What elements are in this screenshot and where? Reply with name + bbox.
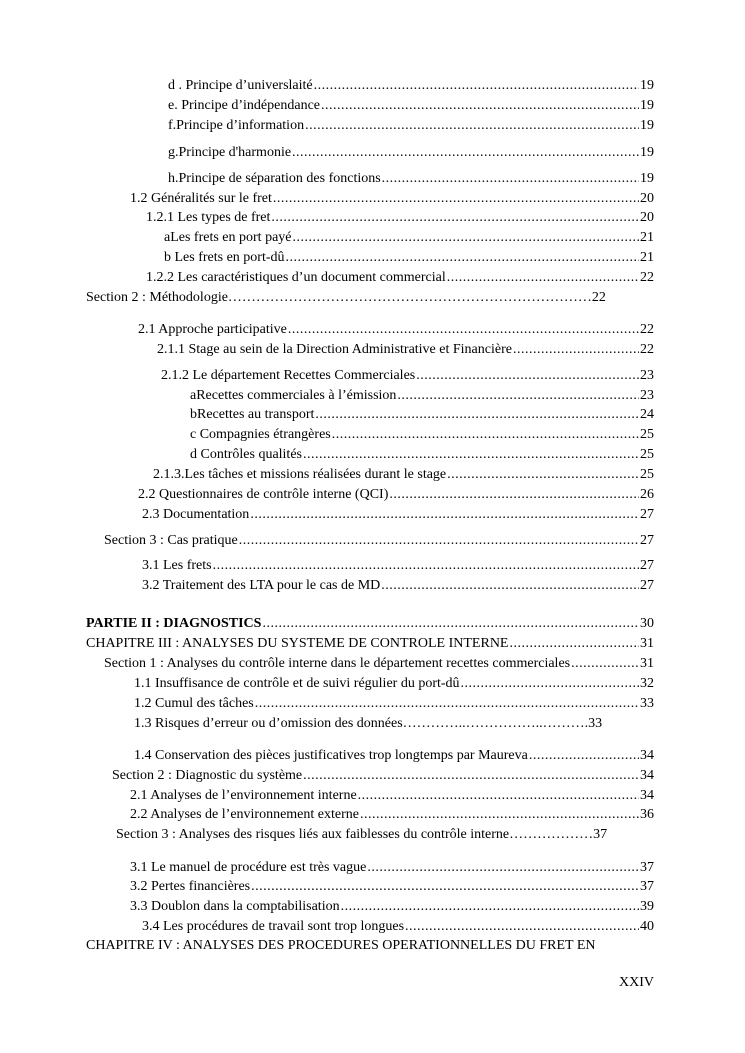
toc-entry xyxy=(142,506,654,524)
toc-entry xyxy=(157,341,654,359)
toc-entry xyxy=(86,635,654,653)
toc-entry xyxy=(190,446,654,464)
toc-label: Section 1 : Analyses du contrôle interne dans le département recettes commerciales xyxy=(104,656,571,671)
toc-entry xyxy=(130,806,654,824)
toc-page: 21 xyxy=(640,250,654,265)
toc-page: 34 xyxy=(640,788,654,803)
toc-leader xyxy=(381,577,639,595)
toc-label: 2.2 Questionnaires de contrôle interne (QCI) xyxy=(138,487,389,502)
toc-label: 3.2 Pertes financières xyxy=(130,879,251,894)
toc-leader xyxy=(367,859,639,877)
toc-label: 3.3 Doublon dans la comptabilisation xyxy=(130,899,340,914)
toc-label: d . Principe d’universlaité xyxy=(168,78,313,93)
toc-page: 22 xyxy=(640,270,654,285)
toc-leader xyxy=(358,787,639,805)
toc-page: 22 xyxy=(640,342,654,357)
toc-entry xyxy=(190,406,654,424)
toc-entry xyxy=(164,249,654,267)
toc-page: 31 xyxy=(640,656,654,671)
toc-page: 21 xyxy=(640,230,654,245)
toc-page: 23 xyxy=(640,388,654,403)
toc-page: 19 xyxy=(640,118,654,133)
toc-entry xyxy=(190,426,654,444)
toc-page: 25 xyxy=(640,427,654,442)
toc-leader xyxy=(273,190,639,208)
toc-label: 1.4 Conservation des pièces justificatives trop longtemps par Maureva xyxy=(134,748,528,763)
toc-label: g.Principe d'harmonie xyxy=(168,145,292,160)
toc-entry xyxy=(153,466,654,484)
toc-page: 19 xyxy=(640,78,654,93)
toc-leader xyxy=(286,249,639,267)
toc-label: 2.1.1 Stage au sein de la Direction Administrative et Financière xyxy=(157,342,512,357)
toc-entry xyxy=(130,190,654,208)
toc-label: Section 2 : Méthodologie……………………………………………………………………22 xyxy=(86,290,606,305)
toc-page: 34 xyxy=(640,748,654,763)
toc-page: 24 xyxy=(640,407,654,422)
toc-leader xyxy=(213,557,639,575)
page-number: XXIV xyxy=(619,975,654,990)
toc-page: 27 xyxy=(640,558,654,573)
toc-leader xyxy=(271,209,639,227)
toc-leader xyxy=(360,806,639,824)
toc-leader xyxy=(305,117,639,135)
toc-entry xyxy=(146,209,654,227)
toc-leader xyxy=(382,170,639,188)
toc-page: 20 xyxy=(640,191,654,206)
toc-label: bRecettes au transport xyxy=(190,407,315,422)
toc-page: 30 xyxy=(640,616,654,631)
toc-page: 37 xyxy=(640,860,654,875)
toc-leader xyxy=(255,695,639,713)
toc-leader xyxy=(461,675,639,693)
toc-leader xyxy=(293,229,640,247)
toc-label: CHAPITRE IV : ANALYSES DES PROCEDURES OPERATIONNELLES DU FRET EN xyxy=(86,938,596,953)
toc-label: Section 3 : Cas pratique xyxy=(104,533,238,548)
toc-entry xyxy=(164,229,654,247)
toc-entry xyxy=(138,321,654,339)
toc-leader xyxy=(405,918,639,936)
toc-leader xyxy=(397,387,639,405)
toc-leader xyxy=(341,898,639,916)
toc-leader xyxy=(288,321,639,339)
toc-page: 19 xyxy=(640,171,654,186)
toc-label: PARTIE II : DIAGNOSTICS xyxy=(86,616,262,631)
toc-page: 31 xyxy=(640,636,654,651)
toc-entry xyxy=(86,937,654,955)
toc-leader xyxy=(529,747,639,765)
toc-page: 26 xyxy=(640,487,654,502)
toc-label: h.Principe de séparation des fonctions xyxy=(168,171,381,186)
toc-label: Section 3 : Analyses des risques liés aux faiblesses du contrôle interne………………37 xyxy=(116,827,608,842)
toc-label: 1.3 Risques d’erreur ou d’omission des données…………..……………..……….33 xyxy=(134,716,603,731)
toc-label: c Compagnies étrangères xyxy=(190,427,331,442)
toc-leader xyxy=(250,506,639,524)
toc-page: 22 xyxy=(640,322,654,337)
toc-label: CHAPITRE III : ANALYSES DU SYSTEME DE CONTROLE INTERNE xyxy=(86,636,509,651)
toc-label: 3.1 Le manuel de procédure est très vague xyxy=(130,860,367,875)
toc-entry xyxy=(86,289,654,307)
toc-entry xyxy=(138,486,654,504)
toc-leader xyxy=(389,486,639,504)
toc-entry xyxy=(130,787,654,805)
toc-entry xyxy=(142,918,654,936)
toc-leader xyxy=(239,532,639,550)
toc-leader xyxy=(447,269,639,287)
toc-entry xyxy=(168,144,654,162)
toc-label: b Les frets en port-dû xyxy=(164,250,285,265)
toc-entry xyxy=(104,655,654,673)
toc-entry xyxy=(134,747,654,765)
toc-label: 2.2 Analyses de l’environnement externe xyxy=(130,807,359,822)
toc-leader xyxy=(332,426,639,444)
toc-label: 3.4 Les procédures de travail sont trop longues xyxy=(142,919,405,934)
toc-page: 19 xyxy=(640,98,654,113)
toc-leader xyxy=(321,97,639,115)
toc-leader xyxy=(314,77,639,95)
toc-leader xyxy=(292,144,639,162)
toc-entry xyxy=(142,557,654,575)
toc-label: 1.2 Généralités sur le fret xyxy=(130,191,272,206)
toc-label: 3.1 Les frets xyxy=(142,558,212,573)
toc-entry xyxy=(134,675,654,693)
toc-leader xyxy=(315,406,639,424)
toc-label: 2.1 Approche participative xyxy=(138,322,287,337)
toc-entry xyxy=(168,97,654,115)
toc-entry xyxy=(86,615,654,633)
toc-page: 23 xyxy=(640,368,654,383)
toc-leader xyxy=(513,341,639,359)
toc-leader xyxy=(416,367,639,385)
toc-page: 19 xyxy=(640,145,654,160)
toc-leader xyxy=(251,878,639,896)
toc-entry xyxy=(168,77,654,95)
toc-leader xyxy=(303,767,639,785)
toc-label: f.Principe d’information xyxy=(168,118,305,133)
toc-page: 33 xyxy=(640,696,654,711)
toc-entry xyxy=(104,532,654,550)
toc-label: 2.3 Documentation xyxy=(142,507,250,522)
toc-leader xyxy=(262,615,639,633)
toc-page: 25 xyxy=(640,467,654,482)
toc-label: aLes frets en port payé xyxy=(164,230,292,245)
toc-label: 2.1.3.Les tâches et missions réalisées durant le stage xyxy=(153,467,447,482)
toc-entry xyxy=(134,715,654,733)
toc-page: 37 xyxy=(640,879,654,894)
toc-label: 1.2 Cumul des tâches xyxy=(134,696,254,711)
toc-page: 34 xyxy=(640,768,654,783)
toc-entry xyxy=(190,387,654,405)
toc-label: 1.2.2 Les caractéristiques d’un document commercial xyxy=(146,270,446,285)
toc-leader xyxy=(303,446,639,464)
toc-entry xyxy=(146,269,654,287)
toc-leader xyxy=(447,466,639,484)
toc-page: 27 xyxy=(640,578,654,593)
toc-label: 1.1 Insuffisance de contrôle et de suivi régulier du port-dû xyxy=(134,676,460,691)
toc-label: Section 2 : Diagnostic du système xyxy=(112,768,303,783)
toc-page: 25 xyxy=(640,447,654,462)
toc-entry xyxy=(168,117,654,135)
toc-label: 3.2 Traitement des LTA pour le cas de MD xyxy=(142,578,381,593)
toc-page: 32 xyxy=(640,676,654,691)
toc-page: 40 xyxy=(640,919,654,934)
toc-page: 39 xyxy=(640,899,654,914)
toc-label: 1.2.1 Les types de fret xyxy=(146,210,271,225)
toc-label: e. Principe d’indépendance xyxy=(168,98,320,113)
toc-entry xyxy=(116,826,654,844)
toc-page: 27 xyxy=(640,507,654,522)
toc-entry xyxy=(130,898,654,916)
toc-page: 20 xyxy=(640,210,654,225)
toc-entry xyxy=(142,577,654,595)
toc-entry xyxy=(112,767,654,785)
toc-entry xyxy=(161,367,654,385)
toc-entry xyxy=(130,859,654,877)
toc-entry xyxy=(134,695,654,713)
toc-label: aRecettes commerciales à l’émission xyxy=(190,388,397,403)
toc-label: 2.1.2 Le département Recettes Commerciales xyxy=(161,368,416,383)
toc-entry xyxy=(168,170,654,188)
toc-leader xyxy=(509,635,639,653)
toc-page: 27 xyxy=(640,533,654,548)
toc-leader xyxy=(571,655,639,673)
toc-entry xyxy=(130,878,654,896)
toc-page: 36 xyxy=(640,807,654,822)
toc-label: 2.1 Analyses de l’environnement interne xyxy=(130,788,357,803)
toc-label: d Contrôles qualités xyxy=(190,447,302,462)
